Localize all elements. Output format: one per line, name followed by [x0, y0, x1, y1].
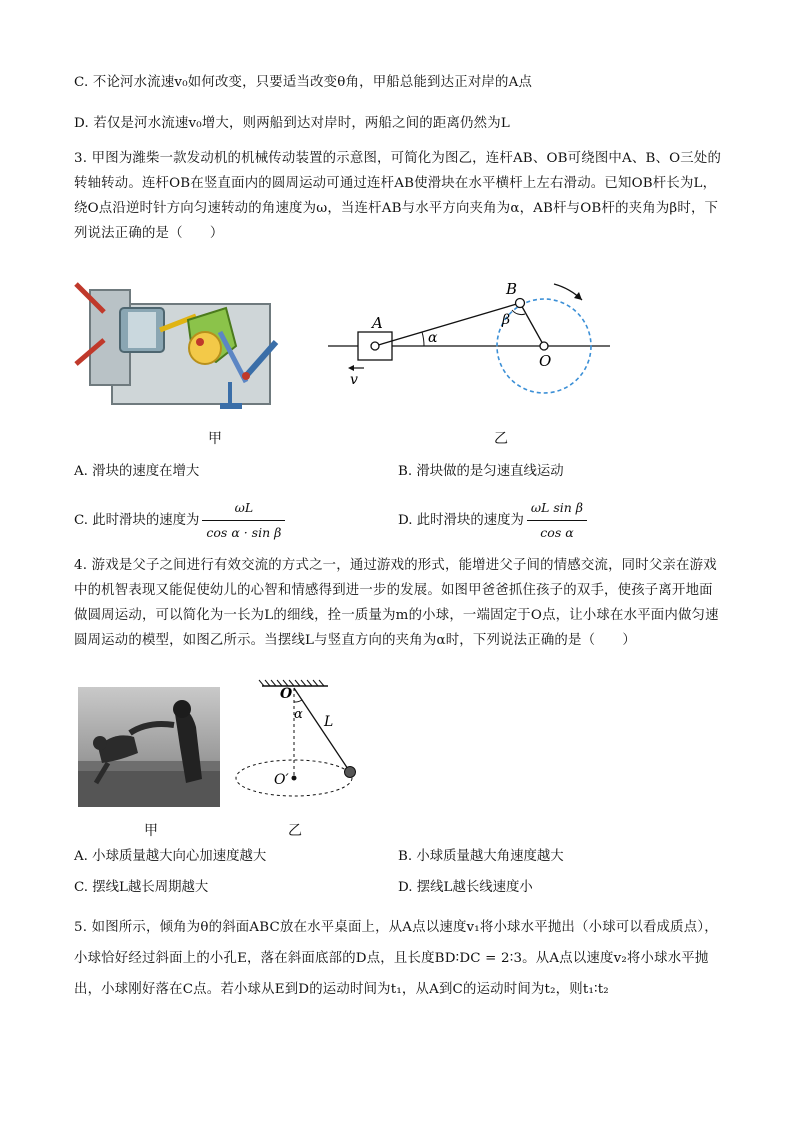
label-v: v: [350, 372, 358, 388]
figure-4-yi-diagram: [228, 678, 378, 818]
question-5-text: 5. 如图所示，倾角为θ的斜面ABC放在水平桌面上，从A点以速度v₁将小球水平抛出（小球可以看成质点），小球恰好经过斜面上的小孔E，落在斜面底部的D点，且长度BD∶DC = 2∶3。从A点以速度v₂将小球水平抛出，小球刚好落在C点。若小球从E到D的运动时间为t₁，从A到C的运动时间为t₂，则t₁∶t₂: [74, 920, 718, 997]
figure-4-jia-caption: 甲: [144, 823, 158, 839]
q4-option-b: B. 小球质量越大角速度越大: [398, 849, 564, 864]
q4-option-a: A. 小球质量越大向心加速度越大: [74, 849, 267, 864]
q3-option-c-prefix: C. 此时滑块的速度为: [74, 513, 200, 528]
q3-option-d-prefix: D. 此时滑块的速度为: [398, 513, 524, 528]
q3-option-d: [398, 497, 587, 544]
question-4-text: 4. 游戏是父子之间进行有效交流的方式之一，通过游戏的形式，能增进父子间的情感交流，同时父亲在游戏中的机智表现又能促使幼儿的心智和情感得到进一步的发展。如图甲爸爸抓住孩子的双手，使孩子离开地面做圆周运动，可以简化为一长为L的细线，拴一质量为m的小球，一端固定于O点，让小球在水平面内做匀速圆周运动的模型，如图乙所示。当摆线L与竖直方向的夹角为α时，下列说法正确的是（ ）: [74, 558, 719, 648]
label-o-fig4: O: [280, 686, 293, 702]
question-3-text: 3. 甲图为潍柴一款发动机的机械传动装置的示意图，可简化为图乙，连杆AB、OB可绕图中A、B、O三处的转轴转动。连杆OB在竖直面内的圆周运动可通过连杆AB使滑块在水平横杆上左右滑动。已知OB杆长为L，绕O点沿逆时针方向匀速转动的角速度为ω，当连杆AB与水平方向夹角为α，AB杆与OB杆的夹角为β时，下列说法正确的是（ ）: [74, 151, 722, 241]
q3-option-d-numerator: ωL sin β: [527, 497, 587, 521]
q3-option-d-denominator: cos α: [540, 525, 574, 540]
label-a: A: [372, 314, 383, 332]
q3-option-c-denominator: cos α · sin β: [206, 525, 282, 540]
label-alpha: α: [428, 330, 438, 346]
q3-option-c-numerator: ωL: [202, 497, 285, 521]
q4-option-d: D. 摆线L越长线速度小: [398, 880, 533, 895]
q3-option-c-fraction: [202, 497, 285, 544]
option-d-previous: D. 若仅是河水流速v₀增大，则两船到达对岸时，两船之间的距离仍然为L: [74, 116, 510, 131]
q4-option-c: C. 摆线L越长周期越大: [74, 880, 209, 895]
label-l-fig4: L: [324, 714, 334, 730]
label-b: B: [506, 280, 518, 298]
q3-option-c: [74, 497, 285, 544]
figure-4-jia-photo: [78, 687, 220, 807]
figure-3-yi-diagram: [324, 278, 624, 398]
label-o-prime-fig4: O′: [274, 772, 289, 788]
q3-option-b: B. 滑块做的是匀速直线运动: [398, 464, 564, 479]
q3-option-d-fraction: [527, 497, 587, 544]
figure-3-yi-caption: 乙: [494, 431, 508, 447]
q3-option-a: A. 滑块的速度在增大: [74, 464, 200, 479]
figure-3-jia-engine: [70, 280, 300, 420]
label-alpha-fig4: α: [294, 707, 303, 722]
label-beta: β: [502, 312, 511, 328]
figure-3-jia-caption: 甲: [208, 431, 222, 447]
figure-4-yi-caption: 乙: [288, 823, 302, 839]
option-c-previous: C. 不论河水流速v₀如何改变，只要适当改变θ角，甲船总能到达正对岸的A点: [74, 75, 533, 90]
label-o: O: [539, 352, 552, 370]
